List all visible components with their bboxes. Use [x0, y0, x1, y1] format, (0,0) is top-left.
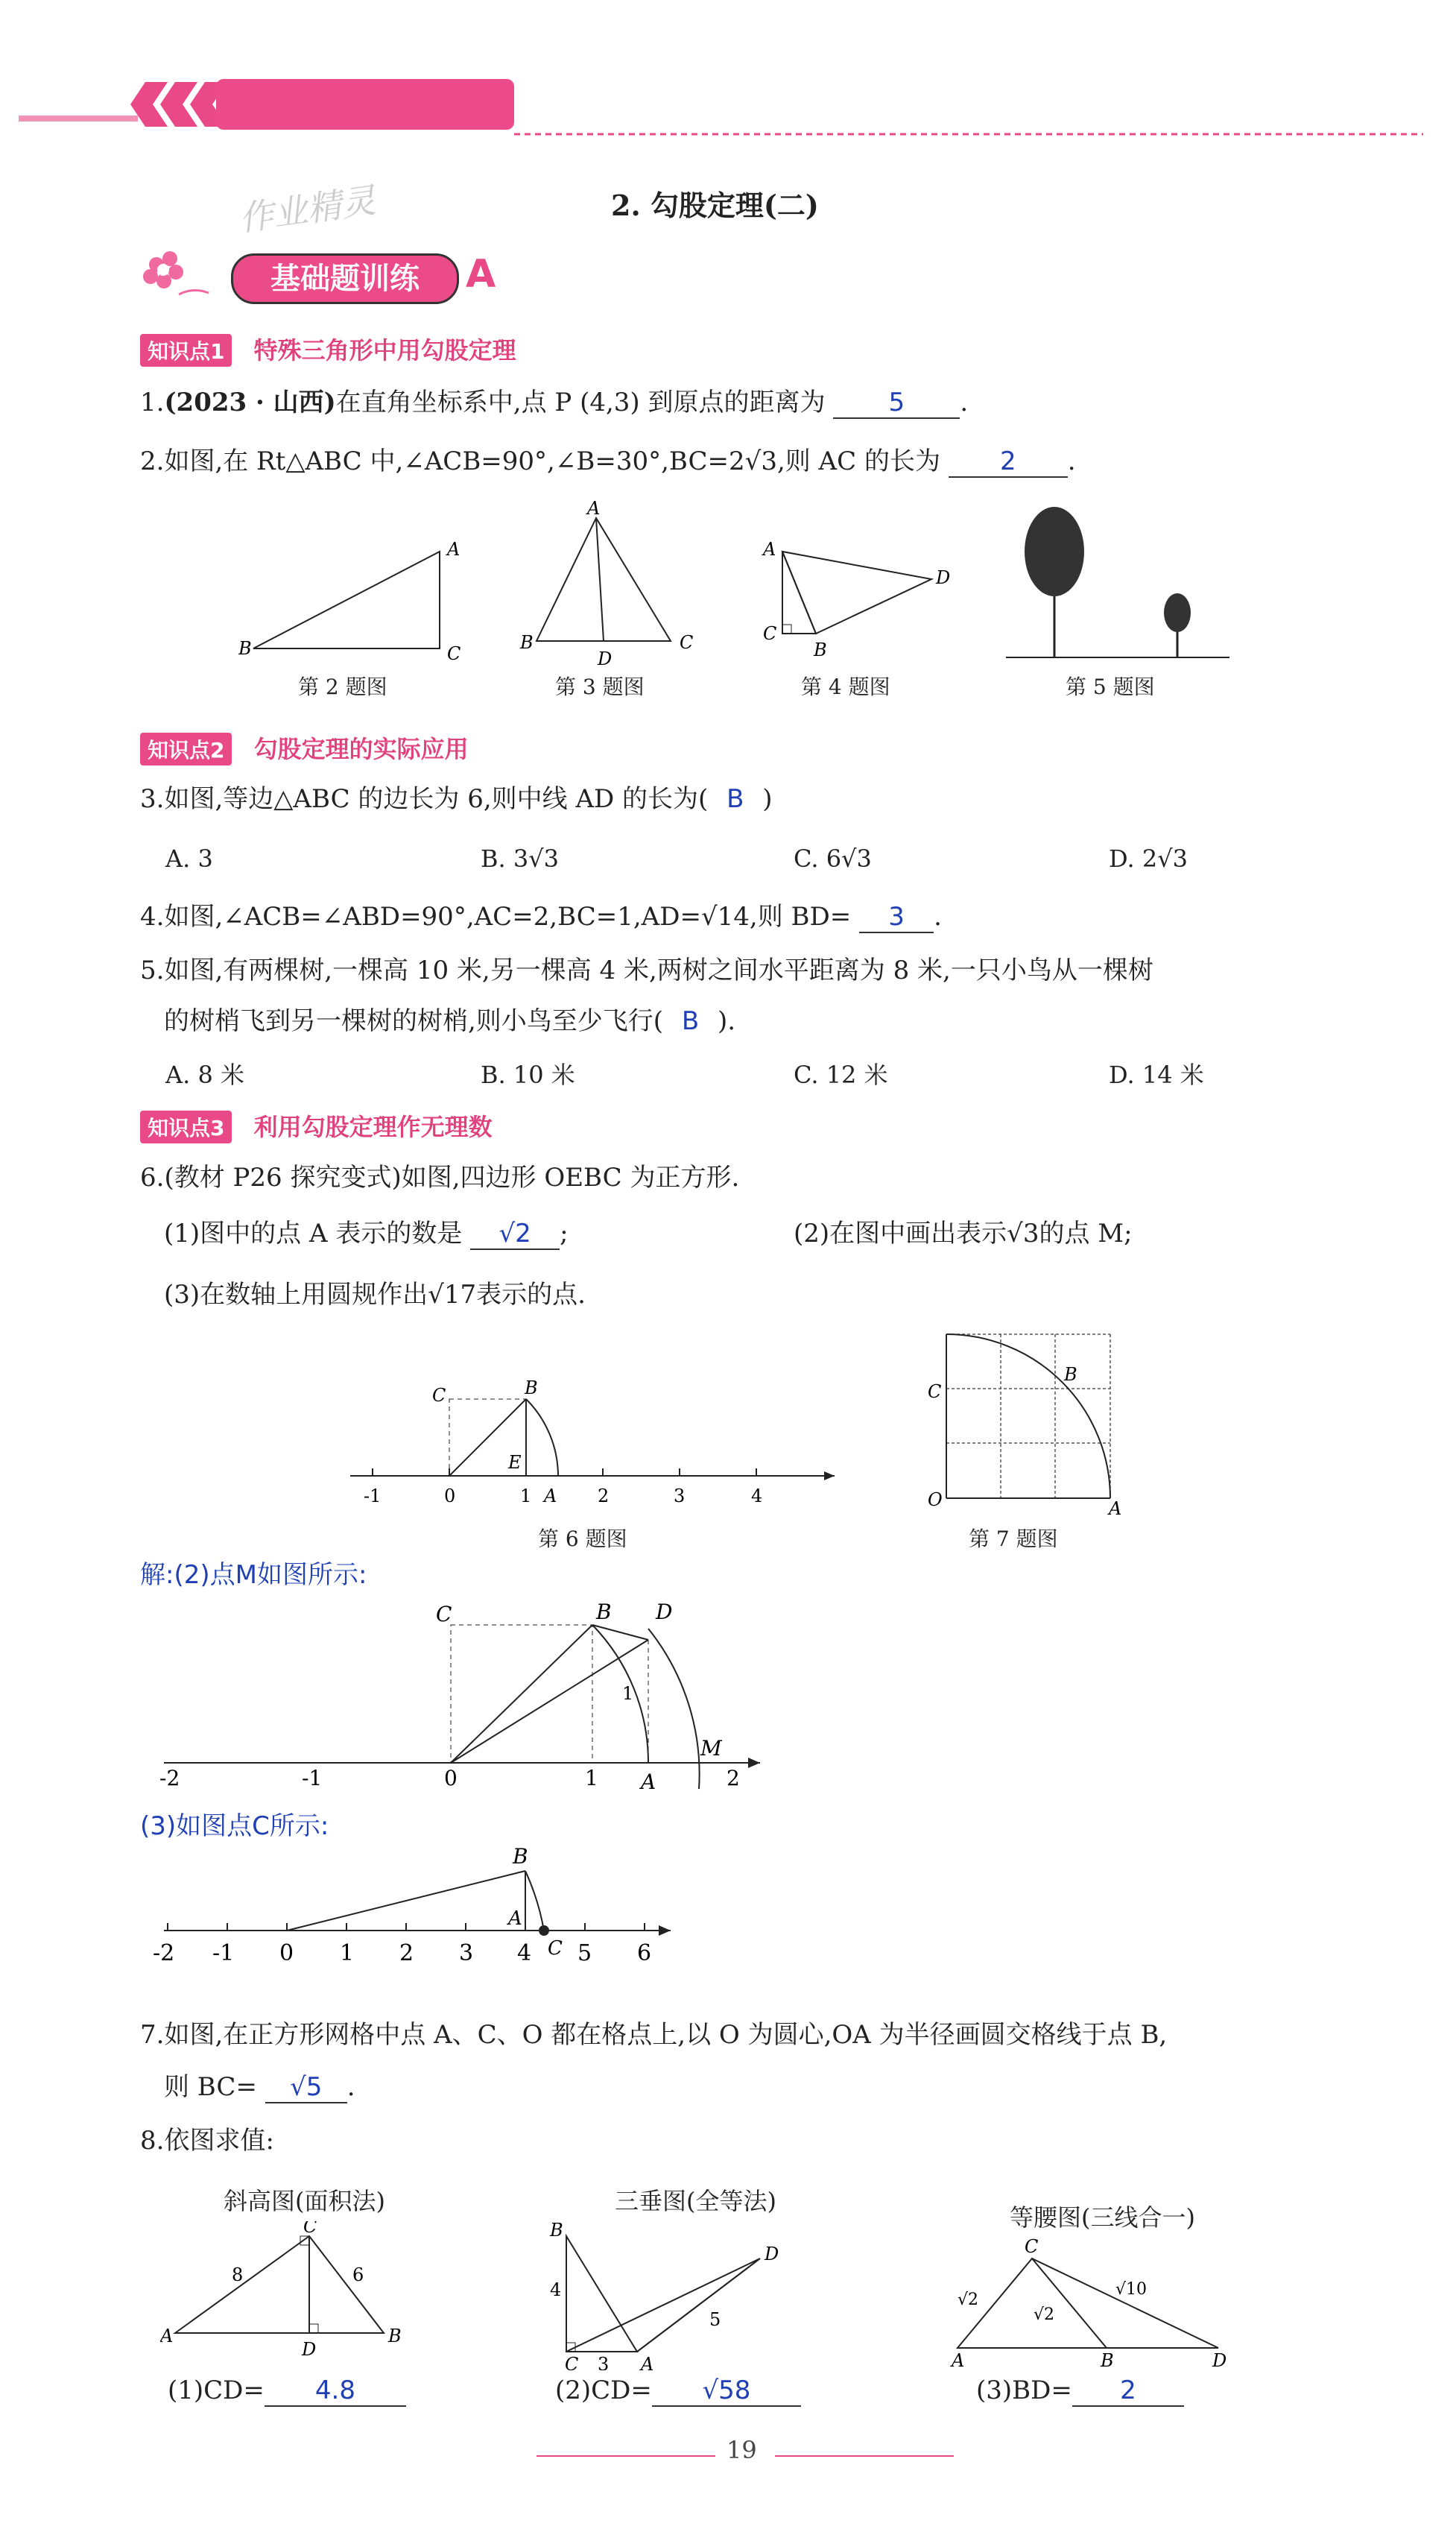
- header-band: [0, 0, 1456, 149]
- question-7-line1: 7.如图,在正方形网格中点 A、C、O 都在格点上,以 O 为圆心,OA 为半径画圆交格线于点 B,: [140, 2020, 1168, 2050]
- svg-text:-2: -2: [153, 1940, 175, 1966]
- kp1-title: 特殊三角形中用勾股定理: [253, 336, 516, 364]
- svg-text:2: 2: [598, 1486, 610, 1506]
- q3-answer: B: [727, 784, 744, 814]
- svg-text:C: C: [928, 1381, 942, 1402]
- svg-text:A: A: [447, 539, 460, 560]
- svg-text:3: 3: [674, 1486, 686, 1506]
- svg-text:A: A: [1109, 1498, 1122, 1519]
- q3-option-b: B. 3√3: [481, 845, 559, 873]
- q1-prefix: 1.: [140, 388, 165, 417]
- svg-text:D: D: [302, 2339, 317, 2360]
- figure-7: [917, 1319, 1140, 1524]
- question-7-line2: [164, 2071, 355, 2103]
- q8-answer-1: [168, 2374, 406, 2407]
- q1-text: 在直角坐标系中,点 P (4,3) 到原点的距离为: [335, 388, 826, 417]
- q8-a1-label: (1)CD=: [168, 2376, 265, 2405]
- kp2-badge: 知识点2: [140, 733, 232, 765]
- question-4: [140, 900, 942, 933]
- solution-3-figure: [149, 1841, 686, 1993]
- svg-text:C: C: [436, 1602, 452, 1626]
- svg-text:D: D: [1212, 2350, 1227, 2367]
- svg-text:C: C: [763, 623, 777, 644]
- svg-text:B: B: [814, 640, 827, 660]
- svg-text:1: 1: [622, 1683, 634, 1704]
- question-6-part2: (2)在图中画出表示√3的点 M;: [794, 1219, 1133, 1249]
- svg-text:B: B: [525, 1377, 538, 1398]
- svg-text:A: A: [544, 1486, 557, 1506]
- svg-text:B: B: [596, 1600, 612, 1624]
- svg-text:3: 3: [459, 1940, 474, 1966]
- q3-option-d: D. 2√3: [1109, 845, 1188, 873]
- q5-option-a: A. 8 米: [165, 1061, 244, 1089]
- svg-text:A: A: [952, 2350, 965, 2367]
- fig6-caption: 第 6 题图: [538, 1527, 627, 1551]
- svg-text:4: 4: [751, 1486, 763, 1506]
- q5-end: ).: [718, 1006, 736, 1036]
- svg-text:C: C: [447, 643, 461, 664]
- q1-source: (2023 · 山西): [164, 388, 336, 417]
- fig2-caption: 第 2 题图: [298, 675, 387, 699]
- kp2-title: 勾股定理的实际应用: [253, 735, 469, 763]
- svg-text:√2: √2: [1034, 2305, 1055, 2324]
- svg-text:0: 0: [444, 1766, 458, 1790]
- svg-text:5: 5: [709, 2309, 721, 2330]
- question-6-line1: 6.(教材 P26 探究变式)如图,四边形 OEBC 为正方形.: [140, 1163, 740, 1193]
- question-2: [140, 445, 1076, 478]
- q8-fig2-title: 三垂图(全等法): [615, 2187, 776, 2215]
- figure-3: [514, 499, 708, 674]
- svg-text:B: B: [1064, 1364, 1077, 1385]
- svg-text:D: D: [656, 1600, 673, 1624]
- q5-answer: B: [681, 1006, 700, 1036]
- watermark: 作业精灵: [236, 180, 379, 239]
- svg-text:√2: √2: [958, 2291, 979, 2309]
- q5-line2: 的树梢飞到另一棵树的树梢,则小鸟至少飞行(: [164, 1006, 664, 1036]
- q8-a3: 2: [1072, 2376, 1184, 2407]
- question-6-part3: (3)在数轴上用圆规作出√17表示的点.: [164, 1280, 586, 1310]
- svg-text:A: A: [508, 1907, 522, 1930]
- q8-answer-2: [555, 2374, 801, 2407]
- question-3: [140, 783, 773, 815]
- knowledge-point-2: [140, 730, 469, 765]
- q1-end: .: [960, 388, 969, 417]
- q5-option-d: D. 14 米: [1109, 1061, 1204, 1089]
- q4-text: 4.如图,∠ACB=∠ABD=90°,AC=2,BC=1,AD=√14,则 BD=: [140, 902, 852, 932]
- fig5-caption: 第 5 题图: [1066, 675, 1155, 699]
- svg-text:E: E: [508, 1452, 522, 1473]
- svg-text:D: D: [765, 2244, 779, 2264]
- svg-text:A: A: [763, 539, 776, 560]
- q4-end: .: [934, 902, 942, 932]
- question-1: [140, 386, 968, 419]
- svg-text:4: 4: [550, 2279, 562, 2300]
- svg-text:-1: -1: [364, 1486, 382, 1506]
- q7-end: .: [346, 2072, 355, 2102]
- svg-text:C: C: [565, 2354, 579, 2370]
- q2-end: .: [1067, 446, 1076, 476]
- svg-text:B: B: [513, 1844, 528, 1869]
- question-8: 8.依图求值:: [140, 2126, 274, 2156]
- svg-text:-1: -1: [212, 1940, 235, 1966]
- fig3-caption: 第 3 题图: [555, 675, 645, 699]
- svg-text:2: 2: [727, 1766, 740, 1790]
- figure-4: [753, 533, 976, 670]
- question-5-line2: [164, 1005, 735, 1038]
- flower-icon: [134, 242, 216, 305]
- q8-answer-3: [976, 2374, 1184, 2407]
- q7-line2: 则 BC=: [164, 2072, 257, 2102]
- svg-text:2: 2: [399, 1940, 414, 1966]
- svg-text:A: A: [587, 499, 601, 519]
- q8-figure-2: [544, 2214, 782, 2373]
- solution-3-label: (3)如图点C所示:: [140, 1811, 329, 1841]
- figure-5: [1006, 499, 1229, 674]
- kp3-badge: 知识点3: [140, 1111, 232, 1143]
- svg-text:D: D: [936, 567, 951, 588]
- svg-text:C: C: [548, 1937, 563, 1960]
- svg-text:-2: -2: [159, 1766, 180, 1790]
- svg-text:1: 1: [520, 1486, 532, 1506]
- q3-end: ): [762, 784, 773, 814]
- q8-fig3-title: 等腰图(三线合一): [1010, 2203, 1195, 2232]
- q8-a3-label: (3)BD=: [976, 2376, 1072, 2405]
- knowledge-point-1: [140, 332, 516, 367]
- svg-text:3: 3: [598, 2354, 610, 2370]
- svg-text:C: C: [680, 632, 694, 653]
- svg-text:B: B: [388, 2326, 402, 2346]
- svg-text:C: C: [432, 1385, 446, 1406]
- svg-text:0: 0: [279, 1940, 294, 1966]
- fig7-caption: 第 7 题图: [969, 1527, 1058, 1551]
- q8-a1: 4.8: [265, 2376, 406, 2407]
- page-number: 19: [727, 2436, 757, 2464]
- q6-p1-end: ;: [560, 1219, 569, 1249]
- kp1-badge: 知识点1: [140, 334, 232, 367]
- q8-fig1-title: 斜高图(面积法): [224, 2187, 385, 2215]
- svg-text:D: D: [598, 648, 613, 669]
- header-decoration: [0, 0, 1456, 149]
- fig4-caption: 第 4 题图: [801, 675, 890, 699]
- svg-text:A: A: [641, 1770, 656, 1794]
- svg-text:5: 5: [577, 1940, 592, 1966]
- svg-text:B: B: [1101, 2350, 1114, 2367]
- question-6-part1: [164, 1217, 569, 1250]
- q8-a2: √58: [652, 2376, 801, 2407]
- svg-text:B: B: [550, 2220, 563, 2241]
- training-band-label: 基础题训练: [270, 262, 420, 296]
- svg-text:0: 0: [444, 1486, 456, 1506]
- training-band-letter: A: [466, 252, 496, 297]
- q2-text: 2.如图,在 Rt△ABC 中,∠ACB=90°,∠B=30°,BC=2√3,则 AC 的长为: [140, 446, 940, 476]
- svg-text:1: 1: [585, 1766, 598, 1790]
- q8-figure-1: [160, 2221, 414, 2373]
- knowledge-point-3: [140, 1108, 493, 1143]
- q7-answer: √5: [265, 2072, 347, 2103]
- q8-figure-3: [943, 2236, 1241, 2370]
- q3-option-c: C. 6√3: [794, 845, 872, 873]
- q3-option-a: A. 3: [165, 845, 213, 873]
- solution-2-figure: [149, 1588, 790, 1807]
- svg-text:8: 8: [232, 2264, 244, 2285]
- training-band: [231, 253, 459, 304]
- svg-text:6: 6: [637, 1940, 652, 1966]
- svg-text:B: B: [238, 638, 252, 659]
- figure-6: [343, 1371, 842, 1524]
- solution-2-label: 解:(2)点M如图所示:: [140, 1560, 367, 1590]
- q8-a2-label: (2)CD=: [555, 2376, 652, 2405]
- svg-text:A: A: [160, 2326, 174, 2346]
- q1-answer: 5: [833, 388, 960, 419]
- kp3-title: 利用勾股定理作无理数: [253, 1113, 493, 1141]
- q6-p1-answer: √2: [470, 1219, 560, 1250]
- svg-text:A: A: [641, 2354, 654, 2370]
- svg-text:-1: -1: [302, 1766, 323, 1790]
- svg-text:M: M: [700, 1736, 722, 1761]
- q6-p1: (1)图中的点 A 表示的数是: [164, 1219, 463, 1249]
- svg-text:C: C: [303, 2221, 317, 2237]
- section-title: 2. 勾股定理(二): [611, 189, 819, 222]
- q5-option-b: B. 10 米: [481, 1061, 575, 1089]
- q2-answer: 2: [949, 446, 1068, 478]
- q5-option-c: C. 12 米: [794, 1061, 888, 1089]
- svg-text:√10: √10: [1115, 2280, 1148, 2299]
- q3-text: 3.如图,等边△ABC 的边长为 6,则中线 AD 的长为(: [140, 784, 709, 814]
- svg-text:6: 6: [352, 2264, 364, 2285]
- svg-text:B: B: [520, 632, 534, 653]
- svg-text:1: 1: [340, 1940, 355, 1966]
- question-5-line1: 5.如图,有两棵树,一棵高 10 米,另一棵高 4 米,两树之间水平距离为 8 米,一只小鸟从一棵树: [140, 956, 1153, 985]
- svg-text:O: O: [928, 1489, 943, 1510]
- svg-text:4: 4: [517, 1940, 532, 1966]
- figure-2: [238, 529, 477, 674]
- svg-text:C: C: [1025, 2236, 1039, 2257]
- q4-answer: 3: [859, 902, 934, 933]
